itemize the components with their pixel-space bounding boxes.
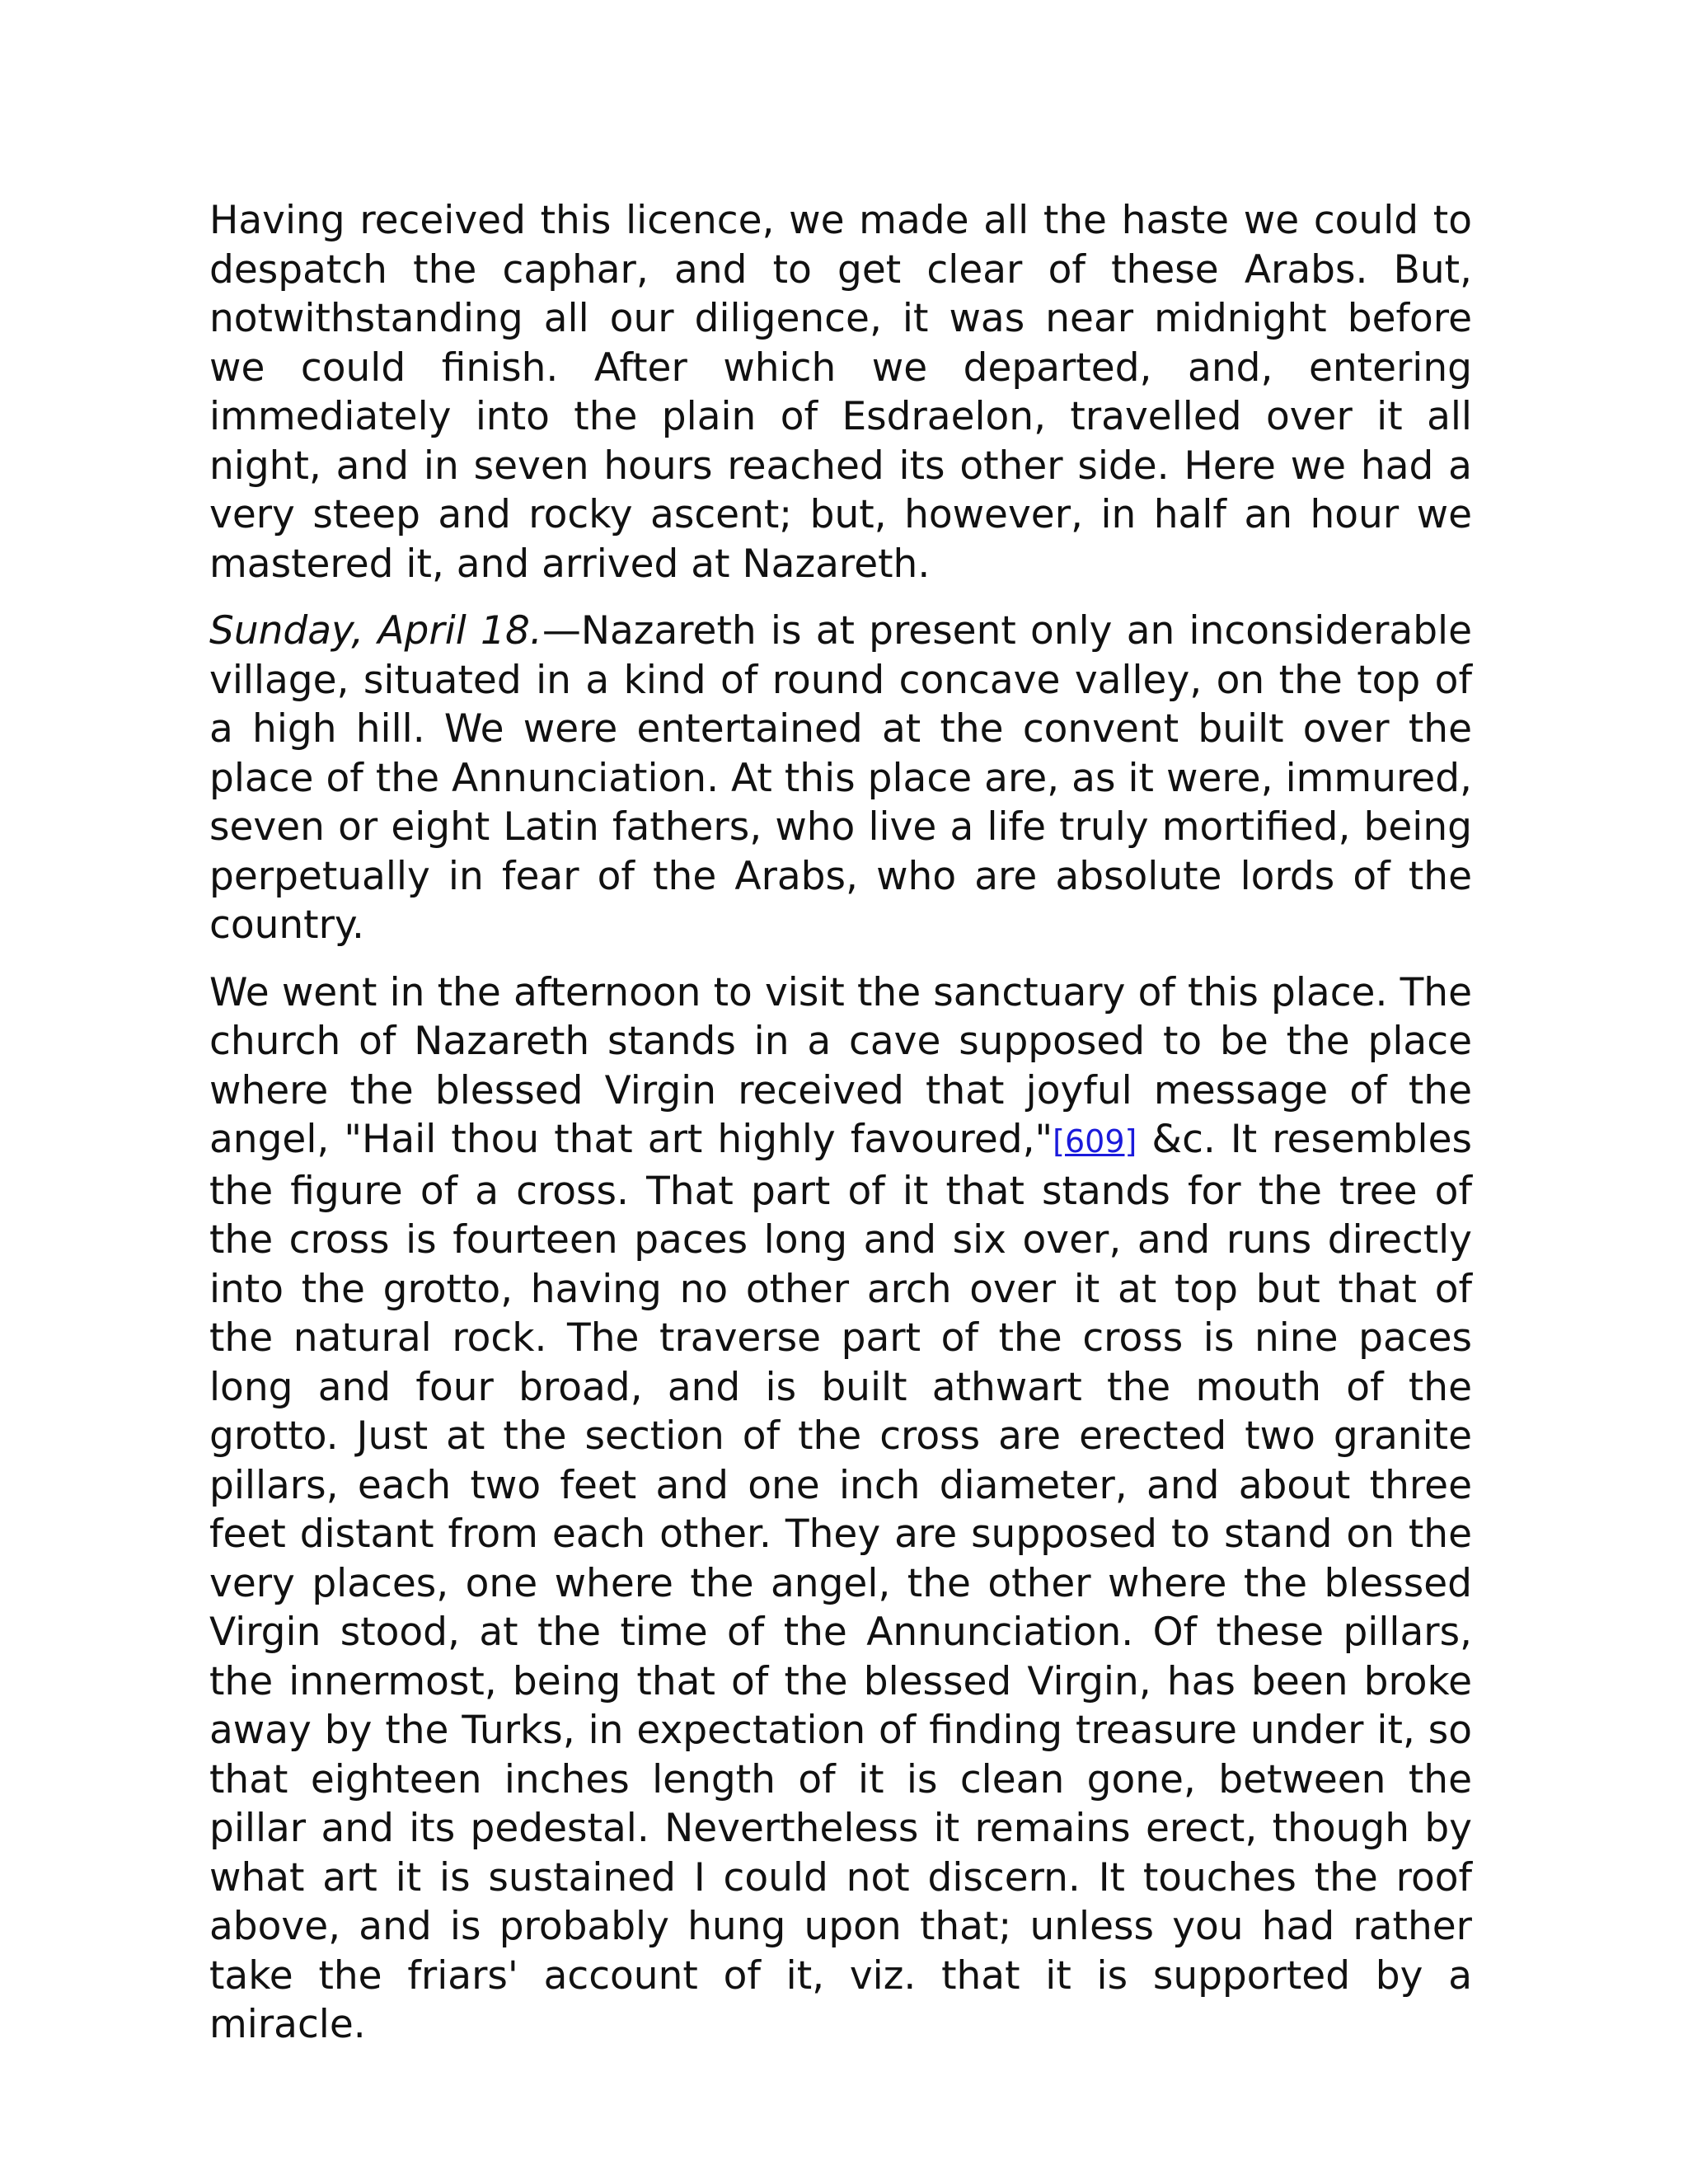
paragraph-text: —Nazareth is at present only an inconsiderable village, situated in a kind of round concave valley, on the top of a high hill. We were entertained at the convent built over the place of the Annunciation. At this place are, as it were, immured, seven or eight Latin fathers, who live a life truly mortified, being perpetually in fear of the Arabs, who are absolute lords of the country.	[209, 608, 1472, 948]
document-page	[209, 196, 1472, 2068]
paragraph-nazareth-village	[209, 607, 1472, 950]
paragraph-sanctuary	[209, 968, 1472, 2050]
paragraph-text: We went in the afternoon to visit the sanctuary of this place. The church of Nazareth stands in a cave supposed to be the place where the blessed Virgin received that joyful message of the angel, "Hail thou that art highly favoured,"	[209, 969, 1472, 1162]
footnote-link[interactable]: [609]	[1053, 1123, 1137, 1160]
date-heading: Sunday, April 18.	[209, 608, 542, 654]
paragraph-text: Having received this licence, we made all the haste we could to despatch the caphar, and to get clear of these Arabs. But, notwithstanding all our diligence, it was near midnight before we could finish. After which we departed, and, entering immediately into the plain of Esdraelon, travelled over it all night, and in seven hours reached its other side. Here we had a very steep and rocky ascent; but, however, in half an hour we mastered it, and arrived at Nazareth.	[209, 198, 1472, 587]
paragraph-text: &c. It resembles the figure of a cross. That part of it that stands for the tree of the cross is fourteen paces long and six over, and runs directly into the grotto, having no other arch over it at top but that of the natural rock. The traverse part of the cross is nine paces long and four broad, and is built athwart the mouth of the grotto. Just at the section of the cross are erected two granite pillars, each two feet and one inch diameter, and about three feet distant from each other. They are supposed to stand on the very places, one where the angel, the other where the blessed Virgin stood, at the time of the Annunciation. Of these pillars, the innermost, being that of the blessed Virgin, has been broke away by the Turks, in expectation of finding treasure under it, so that eighteen inches length of it is clean gone, between the pillar and its pedestal. Nevertheless it remains erect, though by what art it is sustained I could not discern. It touches the roof above, and is probably hung upon that; unless you had rather take the friars' account of it, viz. that it is supported by a miracle.	[209, 1117, 1472, 2047]
paragraph-arrival-nazareth	[209, 196, 1472, 588]
